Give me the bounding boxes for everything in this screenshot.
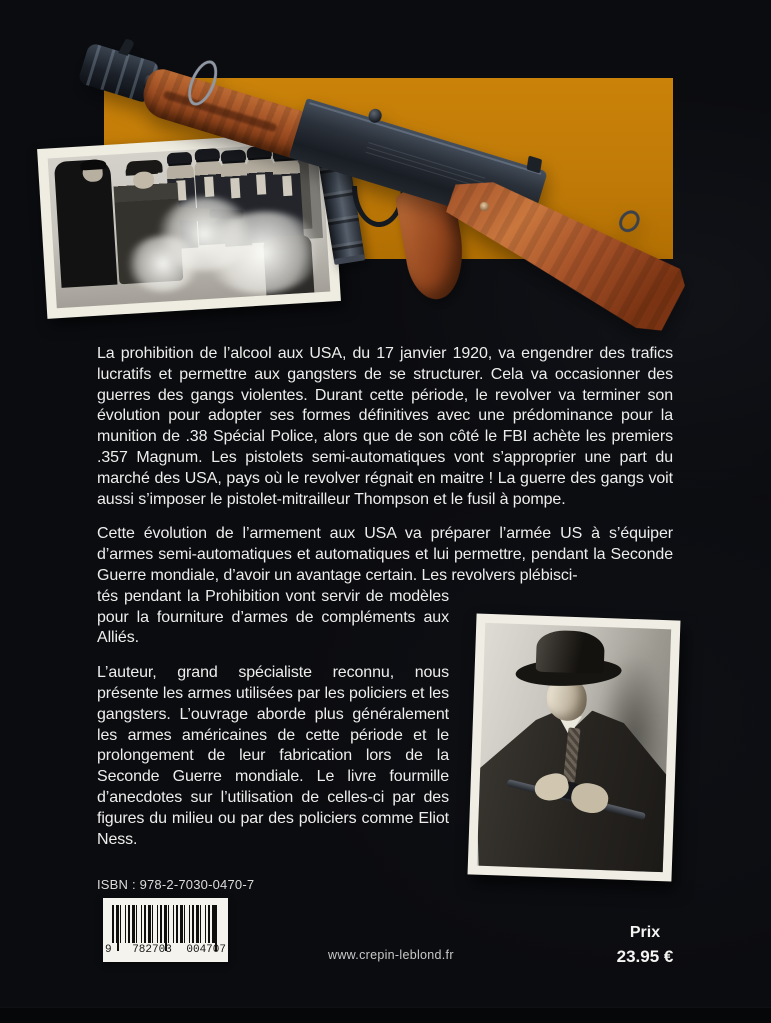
synopsis-paragraph-1: La prohibition de l’alcool aux USA, du 17 janvier 1920, va engendrer des trafics lucratifs et permettre aux gangsters de se structurer. Cela va occasionner des guerres des gangs violentes. Durant cette période, le revolver va terminer son évolution pour adopter ses formes définitives avec une prédominance pour la munition de .38 Spécial Police, alors que de son côté le FBI achète les premiers .357 Magnum. Les pistolets semi-automatiques vont s’approprier une part du marché des USA, pays où le revolver régnait en maitre ! La guerre des gangs voit aussi s’imposer le pistolet-mitrailleur Thompson et le fusil à pompe. — [97, 345, 673, 508]
synopsis-paragraph-3: L’auteur, grand spécialiste reconnu, nous présente les armes utilisées par les policiers et les gangsters. L’ouvrage aborde plus généralement les armes américaines de cette période et le prolongement de leur fabrication lors de la Seconde Guerre mondiale. Le livre fourmille d’anecdotes sur l’utilisation de celles-ci par des figures du milieu ou par des policiers comme Eliot Ness. — [97, 664, 449, 848]
price-value: 23.95 € — [616, 947, 674, 966]
barcode-group-2: 004707 — [186, 944, 226, 956]
publisher-website: www.crepin-leblond.fr — [328, 948, 454, 962]
barcode-group-1: 782703 — [132, 944, 172, 956]
price-label: Prix — [629, 924, 661, 941]
stock-sling-ring — [615, 206, 644, 236]
front-sight — [118, 39, 135, 56]
fedora-crown — [536, 630, 605, 674]
barcode-digits — [105, 944, 226, 956]
isbn-text: ISBN : 978-2-7030-0470-7 — [97, 877, 255, 892]
ean13-barcode — [103, 898, 228, 962]
scan-bottom-edge — [0, 1007, 771, 1023]
synopsis-paragraph-2-wide: Cette évolution de l’armement aux USA va préparer l’armée US à s’équiper d’armes semi-automatiques et automatiques et lui permettre, pendant la Seconde Guerre mondiale, d’avoir un avantage certain. Les revolvers plébisci- — [97, 525, 673, 584]
price-block — [592, 924, 698, 967]
portrait-scene — [477, 623, 671, 872]
synopsis-paragraph-2-narrow: tés pendant la Prohibition vont servir de modèles pour la fourniture d’armes de compléments aux Alliés. — [97, 587, 449, 647]
barcode-digit-left: 9 — [105, 944, 112, 956]
gangster-portrait-photo — [468, 614, 681, 882]
